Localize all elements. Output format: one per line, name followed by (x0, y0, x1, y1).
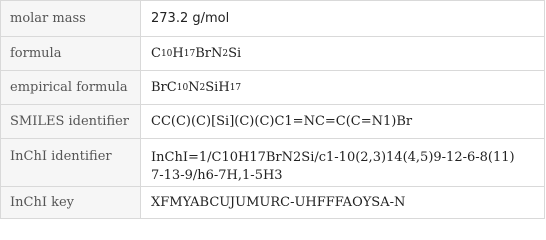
row-inchi (1, 138, 544, 186)
formula-part: BrN (195, 46, 223, 61)
inchi-line-2: 7-13-9/h6-7H,1-5H3 (151, 168, 283, 183)
inchi-line-1: InChI=1/C10H17BrN2Si/c1-10(2,3)14(4,5)9-12-6-8(11) (151, 150, 515, 165)
formula-part: BrC (151, 80, 177, 95)
label-inchikey: InChI key (1, 187, 141, 218)
row-empirical-formula (1, 70, 544, 104)
value-molar-mass: 273.2 g/mol (151, 11, 230, 26)
row-smiles (1, 104, 544, 138)
value-formula: C 10 H 17 BrN 2 Si (151, 46, 242, 61)
label-empirical-formula: empirical formula (1, 71, 141, 104)
formula-part: SiH (205, 80, 230, 95)
value-smiles: CC(C)(C)[Si](C)(C)C1=NC=C(C=N1)Br (151, 114, 413, 129)
row-formula (1, 36, 544, 70)
value-inchi (142, 139, 544, 186)
label-inchi: InChI identifier (1, 139, 141, 186)
formula-part: Si (228, 46, 242, 61)
label-molar-mass: molar mass (1, 1, 141, 36)
formula-part: C (151, 46, 161, 61)
row-molar-mass (1, 1, 544, 36)
value-inchikey: XFMYABCUJUMURC-UHFFFAOYSA-N (151, 195, 406, 210)
value-empirical-formula: BrC 10 N 2 SiH 17 (151, 80, 242, 95)
row-inchikey (1, 186, 544, 218)
label-formula: formula (1, 37, 141, 70)
label-smiles: SMILES identifier (1, 105, 141, 138)
formula-part: N (188, 80, 200, 95)
formula-part: H (172, 46, 184, 61)
